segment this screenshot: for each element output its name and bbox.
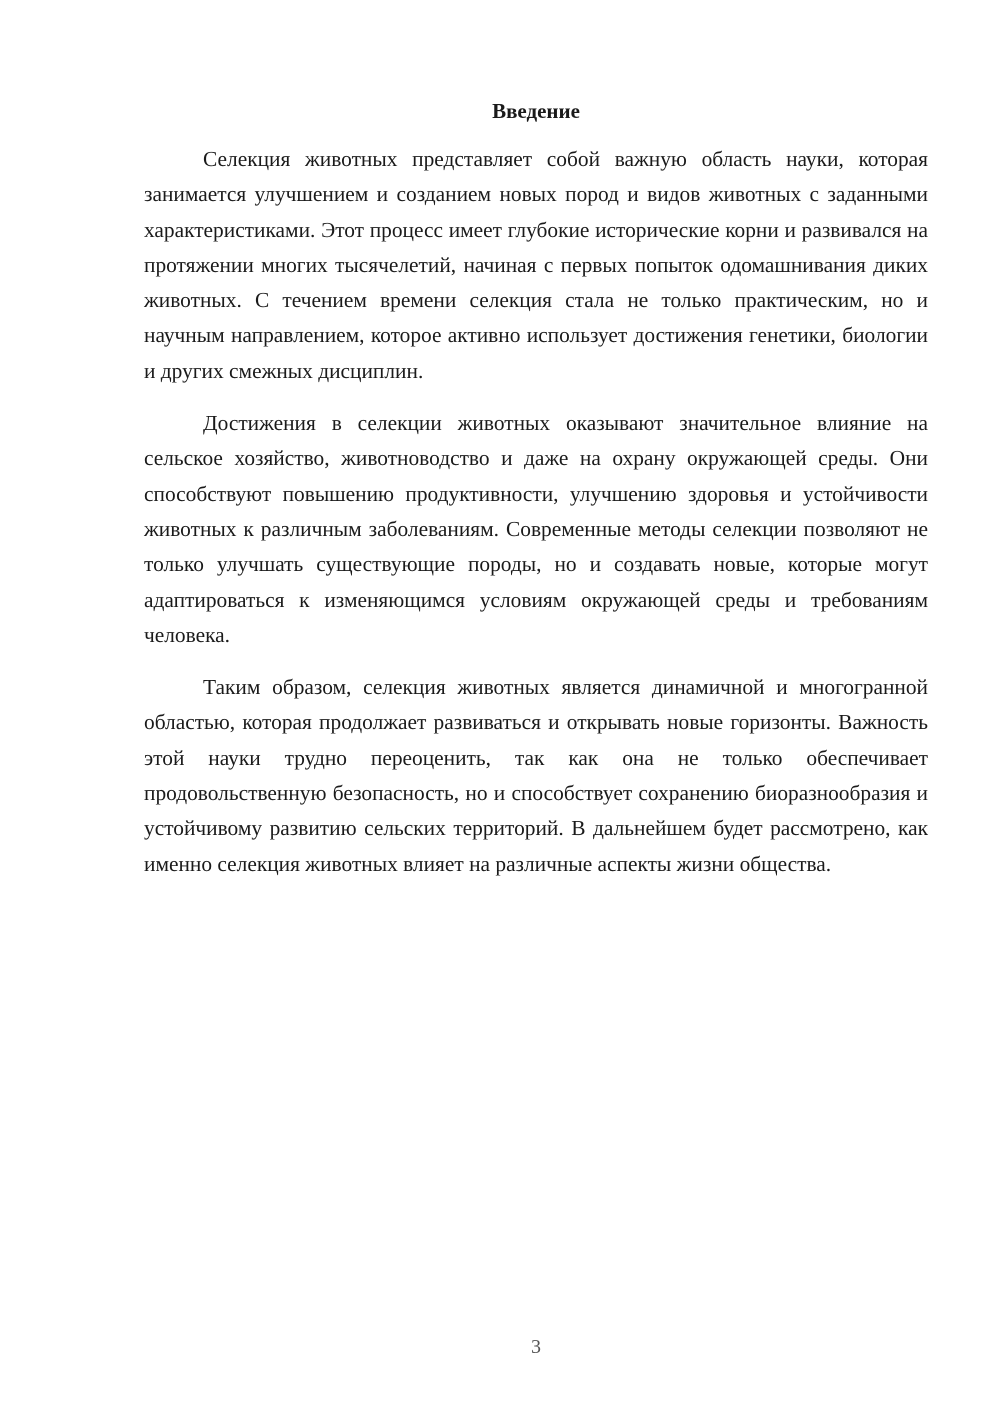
page-number: 3 xyxy=(531,1336,541,1358)
body-text xyxy=(144,142,928,882)
paragraph-3: Таким образом, селекция животных является динамичной и многогранной областью, которая продолжает развиваться и открывать новые горизонты. Важность этой науки трудно переоценить, так как она не только обеспечивает продовольственную безопасность, но и способствует сохранению биоразнообразия и устойчивому развитию сельских территорий. В дальнейшем будет рассмотрено, как именно селекция животных влияет на различные аспекты жизни общества. xyxy=(144,675,928,876)
section-heading: Введение xyxy=(492,99,580,123)
paragraph-1: Селекция животных представляет собой важную область науки, которая занимается улучшением и созданием новых пород и видов животных с заданными характеристиками. Этот процесс имеет глубокие исторические корни и развивался на протяжении многих тысячелетий, начиная с первых попыток одомашнивания диких животных. С течением времени селекция стала не только практическим, но и научным направлением, которое активно использует достижения генетики, биологии и других смежных дисциплин. xyxy=(144,147,928,383)
paragraph-2: Достижения в селекции животных оказывают значительное влияние на сельское хозяйство, животноводство и даже на охрану окружающей среды. Они способствуют повышению продуктивности, улучшению здоровья и устойчивости животных к различным заболеваниям. Современные методы селекции позволяют не только улучшать существующие породы, но и создавать новые, которые могут адаптироваться к изменяющимся условиям окружающей среды и требованиям человека. xyxy=(144,411,928,647)
